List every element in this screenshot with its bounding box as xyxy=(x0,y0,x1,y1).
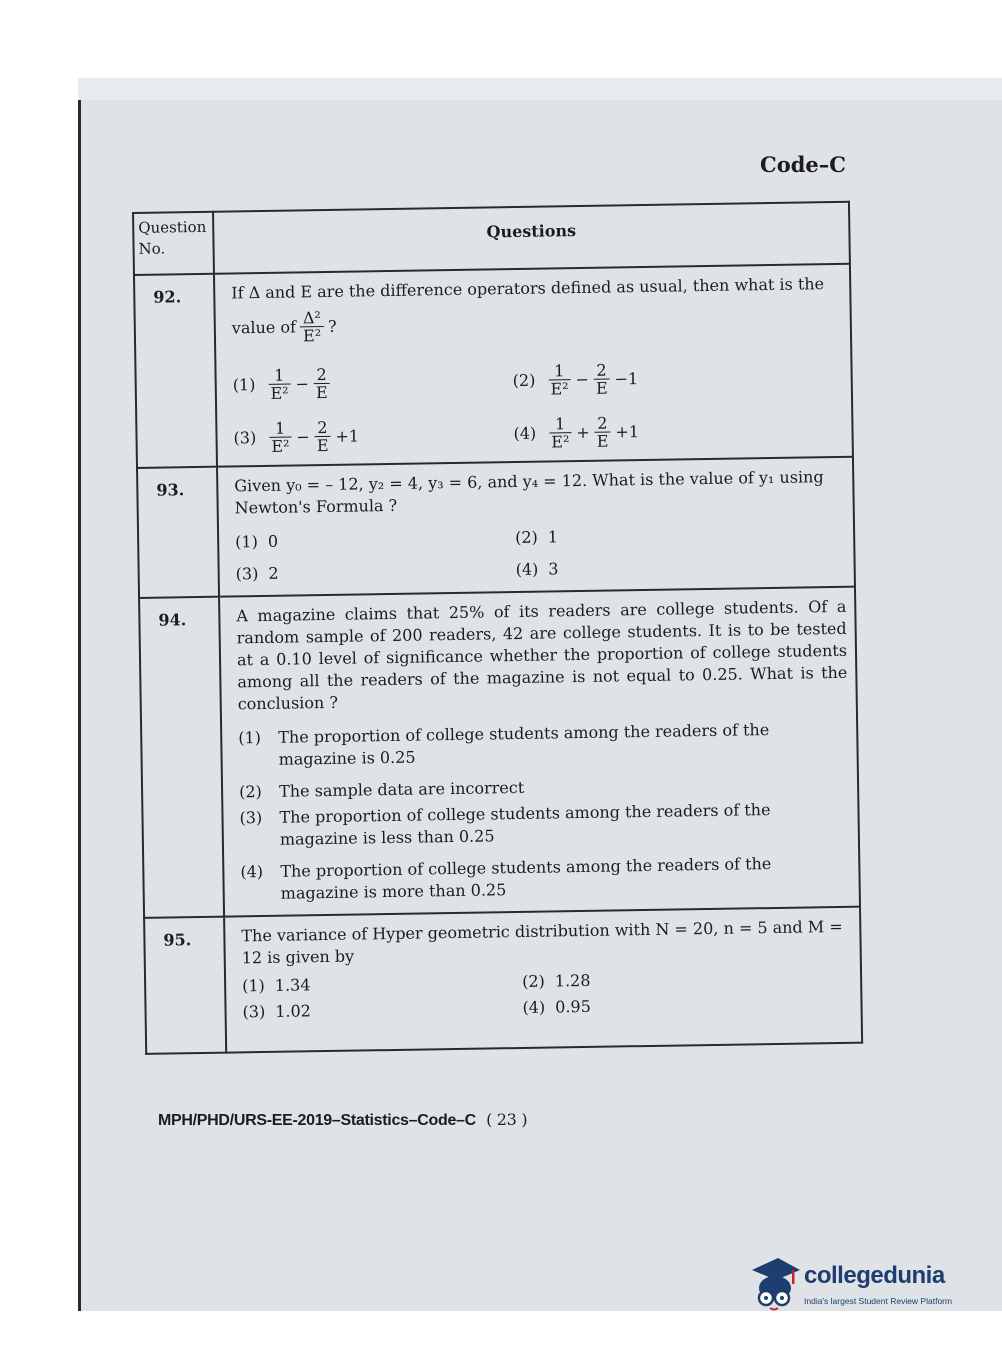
option-number: (1) xyxy=(232,374,256,394)
option-3[interactable] xyxy=(239,798,850,852)
constant-term: +1 xyxy=(615,421,640,441)
question-body xyxy=(217,457,855,597)
option-2[interactable] xyxy=(515,522,845,549)
operator: − xyxy=(575,369,589,389)
fraction xyxy=(314,366,330,401)
option-number: (3) xyxy=(233,427,257,447)
option-number: (1) xyxy=(235,532,259,552)
operator: − xyxy=(295,373,310,393)
option-number: (4) xyxy=(515,559,539,580)
option-text: 1.02 xyxy=(275,1001,312,1021)
option-4[interactable] xyxy=(515,554,845,581)
option-3[interactable] xyxy=(242,997,522,1023)
fraction xyxy=(594,415,610,450)
option-text: 3 xyxy=(548,559,559,579)
question-stem: The variance of Hyper geometric distribution with N = 20, n = 5 and M = 12 is given by xyxy=(241,916,843,968)
denominator: E² xyxy=(270,383,289,403)
paper-code: Code–C xyxy=(760,152,846,177)
option-number: (1) xyxy=(238,728,262,748)
operator: + xyxy=(576,422,590,442)
option-number: (4) xyxy=(513,423,537,443)
option-number: (2) xyxy=(515,527,538,548)
header-question-no: Question No. xyxy=(133,212,214,275)
question-mark: ? xyxy=(327,316,337,336)
logo-wordmark: collegedunia xyxy=(804,1262,945,1289)
question-row-95 xyxy=(144,907,862,1054)
operator: − xyxy=(296,426,310,446)
numerator: 1 xyxy=(274,418,286,438)
option-number: (2) xyxy=(238,782,262,802)
question-body xyxy=(214,264,853,467)
question-body xyxy=(224,907,862,1053)
option-text: The proportion of college students among the readers of the magazine is more than 0.25 xyxy=(280,854,772,903)
denominator: E xyxy=(596,431,609,451)
option-text: The sample data are incorrect xyxy=(278,777,525,801)
fraction xyxy=(269,420,292,455)
option-number: (3) xyxy=(235,564,259,584)
option-text: 1 xyxy=(547,527,559,547)
page-footer xyxy=(158,1110,527,1130)
page-top-edge xyxy=(78,78,1002,100)
stem-line: If Δ and E are the difference operators defined as usual, then what is the xyxy=(231,274,825,303)
option-text: 2 xyxy=(268,563,279,583)
option-number: (1) xyxy=(242,976,265,996)
question-row-93 xyxy=(137,457,855,598)
footer-code: MPH/PHD/URS-EE-2019–Statistics–Code–C xyxy=(158,1112,476,1129)
option-number: (3) xyxy=(239,808,263,828)
numerator: 2 xyxy=(597,413,608,433)
option-text: The proportion of college students among the readers of the magazine is 0.25 xyxy=(278,720,770,769)
option-number: (2) xyxy=(521,971,545,991)
fraction xyxy=(548,362,571,397)
numerator: 1 xyxy=(274,365,285,385)
option-1[interactable] xyxy=(235,527,515,553)
numerator: 1 xyxy=(554,361,565,381)
option-1[interactable] xyxy=(238,718,849,772)
question-stem xyxy=(231,273,841,305)
option-number: (4) xyxy=(240,862,264,882)
option-1[interactable] xyxy=(242,971,522,997)
denominator: E² xyxy=(271,436,290,456)
constant-term: −1 xyxy=(614,368,639,388)
option-4[interactable] xyxy=(522,992,852,1019)
numerator: 2 xyxy=(317,417,328,438)
fraction xyxy=(594,362,610,397)
denominator: E xyxy=(595,378,608,398)
collegedunia-logo[interactable] xyxy=(748,1250,978,1320)
option-text: The proportion of college students among the readers of the magazine is less than 0.25 xyxy=(279,800,771,849)
denominator: E xyxy=(316,435,329,456)
numerator: 2 xyxy=(316,364,327,385)
option-text: 1.34 xyxy=(274,975,311,995)
constant-term: +1 xyxy=(335,425,360,446)
option-1[interactable] xyxy=(232,363,513,402)
graduate-mascot-icon xyxy=(748,1256,802,1314)
question-row-94 xyxy=(139,587,860,918)
questions-table xyxy=(132,201,863,1055)
denominator: E² xyxy=(300,326,324,344)
question-stem: A magazine claims that 25% of its readers are college students. Of a random sample of 200 readers, 42 are college students. It is to be tested at a 0.10 level of significance whether the proportion of college students among all the readers of the magazine is not equal to 0.25. What is the conclusion ? xyxy=(236,596,848,714)
option-2[interactable] xyxy=(522,966,852,993)
denominator: E² xyxy=(550,379,569,399)
question-number: 92. xyxy=(134,274,217,468)
question-stem: Given y₀ = – 12, y₂ = 4, y₃ = 6, and y₄ = 12. What is the value of y₁ using Newton's Formula ? xyxy=(234,467,824,518)
options-grid xyxy=(232,358,843,456)
stem-text: value of xyxy=(231,316,297,337)
option-text: 0.95 xyxy=(555,996,591,1017)
option-text: 0 xyxy=(267,531,279,551)
option-text: 1.28 xyxy=(554,970,591,991)
option-4[interactable] xyxy=(240,852,851,906)
fraction xyxy=(549,415,572,450)
fraction-delta-sq-over-e-sq xyxy=(300,309,325,344)
option-number: (3) xyxy=(242,1002,266,1022)
option-4[interactable] xyxy=(513,411,844,451)
fraction xyxy=(268,367,291,402)
question-number: 95. xyxy=(144,917,226,1054)
numerator: 1 xyxy=(554,414,566,434)
option-3[interactable] xyxy=(233,416,514,455)
question-row-92 xyxy=(134,264,853,468)
options-grid xyxy=(235,522,846,586)
option-2[interactable] xyxy=(512,358,843,398)
question-number: 93. xyxy=(137,467,219,598)
denominator: E xyxy=(315,382,328,403)
option-3[interactable] xyxy=(236,559,516,585)
numerator: 2 xyxy=(596,360,607,380)
question-body xyxy=(219,587,860,917)
question-stem-expression xyxy=(232,301,842,346)
options-grid xyxy=(242,966,853,1024)
option-number: (4) xyxy=(522,997,546,1017)
header-questions: Questions xyxy=(213,202,850,274)
option-number: (2) xyxy=(512,370,536,390)
numerator: Δ² xyxy=(302,308,321,328)
logo-tagline: India's largest Student Review Platform xyxy=(804,1296,953,1306)
question-number: 94. xyxy=(139,597,224,918)
table-header-row xyxy=(133,202,850,275)
denominator: E² xyxy=(551,432,570,452)
fraction xyxy=(314,419,330,454)
page-number: ( 23 ) xyxy=(486,1110,528,1129)
